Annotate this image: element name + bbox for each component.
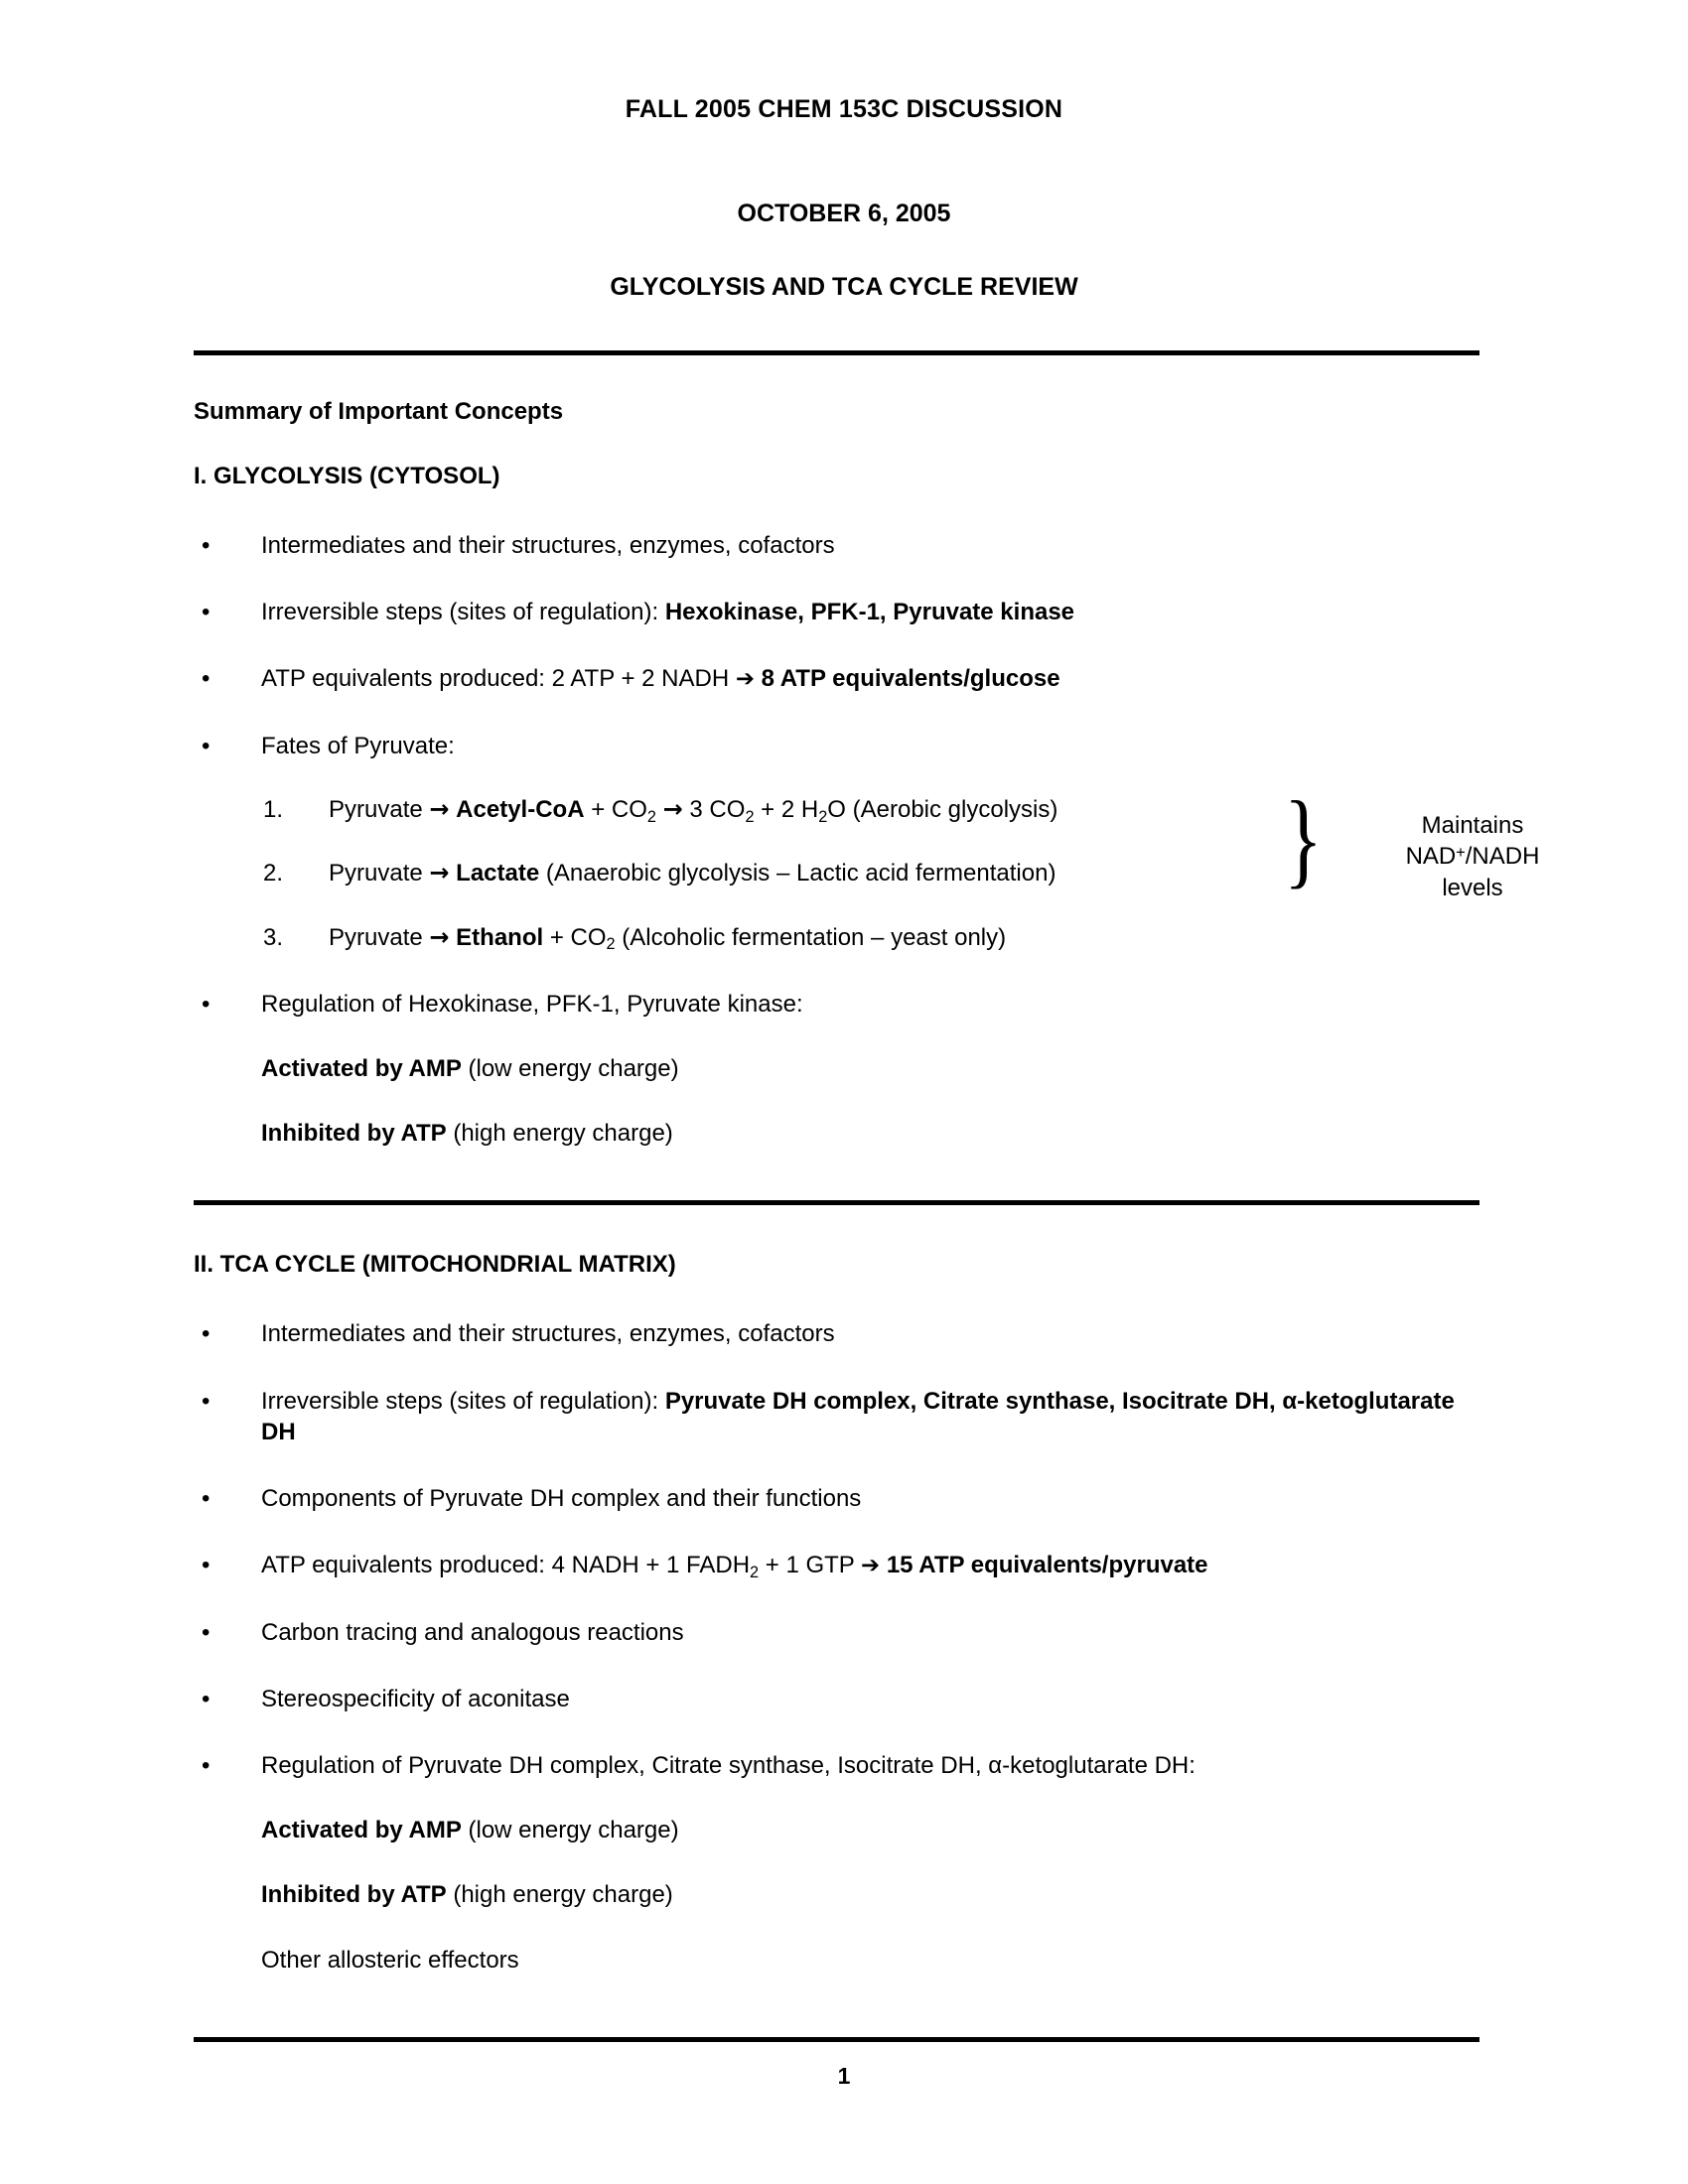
list-number: 2. [263, 860, 284, 887]
regulation-bold: Inhibited by ATP [261, 1120, 447, 1148]
list-number: 1. [263, 796, 284, 824]
bullet-item [194, 1483, 1489, 1514]
bullet-text: Carbon tracing and analogous reactions [261, 1618, 684, 1646]
bullet-item [194, 731, 1489, 761]
item-bold-text: Ethanol [456, 923, 544, 951]
other-allosteric-effectors-line: Other allosteric effectors [261, 1946, 519, 1974]
bullet-glyph-icon: • [202, 599, 211, 626]
regulation-bold: Inhibited by ATP [261, 1881, 447, 1909]
bullet-text-lead: ATP equivalents produced: 4 NADH + 1 $FADH_2 + 1$ GTP [261, 1552, 862, 1581]
brace-annotation [1284, 780, 1612, 927]
regulation-line-inhibited [194, 1118, 1489, 1149]
fates-of-pyruvate-list [194, 780, 1540, 954]
bullet-glyph-icon: • [202, 1752, 211, 1780]
bullet-item [194, 597, 1489, 627]
item-pre-text: Pyruvate [329, 860, 430, 887]
bullet-glyph-icon: • [202, 1552, 211, 1579]
bullet-glyph-icon: • [202, 532, 211, 559]
bullet-text: Regulation of Pyruvate DH complex, Citrate synthase, Isocitrate DH, α-ketoglutarate DH: [261, 1752, 1196, 1780]
brace-note-line2a: NAD [1405, 843, 1457, 871]
section-heading-tca: II. TCA CYCLE (MITOCHONDRIAL MATRIX) [194, 1251, 676, 1279]
bullet-glyph-icon: • [202, 1618, 211, 1646]
bullet-text-bold: Pyruvate DH complex, Citrate synthase, Isocitrate DH, α-ketoglutarate DH [261, 1387, 1455, 1445]
list-number: 3. [263, 923, 284, 951]
bullet-glyph-icon: • [202, 1320, 211, 1348]
bullet-text-lead: ATP equivalents produced: 2 ATP + 2 NADH [261, 665, 736, 693]
bullet-text-bold: 8 ATP equivalents/glucose [754, 665, 1060, 693]
brace-note-text [1343, 810, 1602, 903]
item-bold-text: Acetyl-CoA [456, 796, 585, 824]
document-body-section-two [0, 1205, 1688, 1976]
bullet-glyph-icon: • [202, 665, 211, 693]
bullet-item [194, 1318, 1489, 1349]
right-arrow-icon: → [429, 922, 450, 951]
bullet-text-bold: Hexokinase, PFK-1, Pyruvate kinase [664, 599, 1075, 626]
bullet-item-regulation [194, 1750, 1489, 1781]
bullet-text-lead: Irreversible steps (sites of regulation): [261, 1387, 665, 1415]
right-arrow-icon: ➔ [861, 1553, 881, 1579]
bullet-text: Fates of Pyruvate: [261, 733, 455, 759]
item-pre-text: Pyruvate [329, 923, 430, 951]
bullet-glyph-icon: • [202, 1387, 211, 1415]
page-number: 1 [837, 2063, 851, 2089]
item-post-text: + $CO_2 \to 3$ $CO_2 + 2$ $H_2O$ (Aerobic glycolysis) [584, 795, 1058, 826]
regulation-line-activated [194, 1053, 1489, 1084]
right-arrow-icon: ➔ [735, 666, 755, 693]
curly-brace-icon: } [1284, 780, 1323, 899]
bullet-item-regulation [194, 989, 1489, 1020]
brace-note-line2b: /NADH [1465, 843, 1540, 871]
bullet-text-bold: 15 ATP equivalents/pyruvate [880, 1552, 1208, 1579]
bullet-item [194, 1684, 1489, 1714]
item-pre-text: Pyruvate [329, 796, 430, 824]
brace-note-superscript: + [1456, 843, 1466, 862]
item-post-text: + $CO_2$ (Alcoholic fermentation – yeast only) [543, 923, 1007, 954]
bullet-text: Stereospecificity of aconitase [261, 1685, 570, 1712]
bullet-text-lead: Irreversible steps (sites of regulation): [261, 599, 665, 626]
bullet-text: Intermediates and their structures, enzymes, cofactors [261, 1320, 835, 1348]
regulation-bold: Activated by AMP [261, 1817, 462, 1844]
bullet-text: Intermediates and their structures, enzymes, cofactors [261, 532, 835, 559]
right-arrow-icon: → [429, 859, 450, 887]
brace-note-line3: levels [1442, 874, 1503, 901]
document-date: OCTOBER 6, 2005 [737, 200, 951, 227]
document-title: FALL 2005 CHEM 153C DISCUSSION [625, 95, 1063, 123]
regulation-rest: (high energy charge) [446, 1120, 673, 1148]
item-bold-text: Lactate [456, 860, 540, 887]
bullet-text: Components of Pyruvate DH complex and their functions [261, 1484, 862, 1512]
horizontal-rule-bottom [194, 2037, 1479, 2042]
regulation-line-inhibited [194, 1879, 1489, 1910]
bullet-item [194, 1617, 1489, 1648]
bullet-glyph-icon: • [202, 1685, 211, 1712]
regulation-rest: (low energy charge) [461, 1054, 679, 1082]
document-body [0, 355, 1688, 1149]
regulation-rest: (low energy charge) [461, 1817, 679, 1844]
document-subtitle: GLYCOLYSIS AND TCA CYCLE REVIEW [610, 273, 1078, 301]
bullet-glyph-icon: • [202, 1484, 211, 1512]
bullet-item [194, 1550, 1489, 1581]
right-arrow-icon: → [429, 795, 450, 824]
bullet-item [194, 1386, 1489, 1447]
bullet-item [194, 530, 1489, 561]
regulation-rest: (high energy charge) [446, 1881, 673, 1909]
bullet-glyph-icon: • [202, 733, 211, 759]
section-heading-glycolysis: I. GLYCOLYSIS (CYTOSOL) [194, 463, 500, 489]
item-post-text: (Anaerobic glycolysis – Lactic acid fermentation) [539, 860, 1056, 887]
summary-heading: Summary of Important Concepts [194, 398, 564, 425]
bullet-item [194, 663, 1489, 695]
regulation-line-activated [194, 1815, 1489, 1845]
bullet-text: Regulation of Hexokinase, PFK-1, Pyruvate kinase: [261, 990, 803, 1018]
regulation-bold: Activated by AMP [261, 1054, 462, 1082]
bullet-glyph-icon: • [202, 990, 211, 1018]
brace-note-line1: Maintains [1421, 812, 1524, 840]
